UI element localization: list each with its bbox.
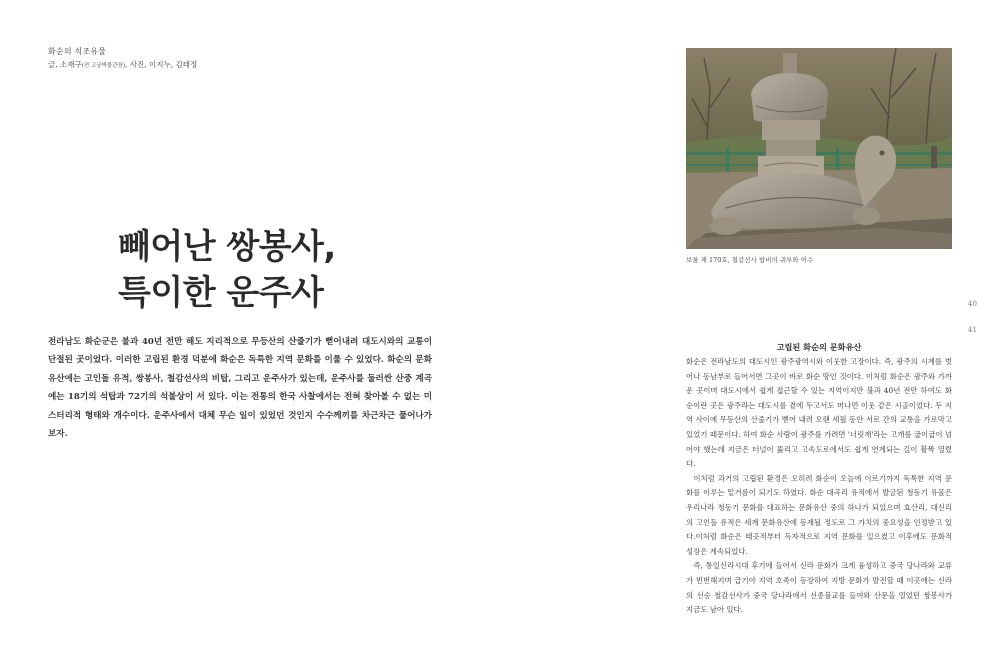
photo-caption: 보물 제 170호, 철감선사 탑비의 귀부와 이수	[686, 256, 814, 264]
byline-author: 글, 소재구	[48, 60, 82, 69]
page-number-left: 40	[968, 300, 977, 308]
body-paragraph: 즉, 통일신라시대 후기에 들어서 신라 문화가 크게 융성하고 중국 당나라와 교류가 빈번해지며 급기야 지역 호족이 등장하여 지방 문화가 발전할 때 이곳에는 신라의 선승 철감선사가 중국 당나라에서 선종불교를 들여와 산문을 열었던 쌍봉사가 지금도 남아 있다.	[686, 561, 952, 615]
title-line-1: 빼어난 쌍봉사,	[118, 227, 336, 267]
section-label: 화순의 석조유물	[48, 47, 107, 56]
byline	[48, 59, 197, 70]
body-paragraph: 이처럼 과거의 고립된 환경은 오히려 화순이 오늘에 이르기까지 독특한 지역 문화를 이루는 밑거름이 되기도 하였다. 화순 대곡리 유적에서 발굴된 청동기 유물은 우리나라 청동기 문화를 대표하는 문화유산 중의 하나가 되었으며 효산리, 대신리의 고인돌 유적은 세계 문화유산에 등재될 정도로 그 가치의 중요성을 인정받고 있다.이처럼 화순은 태곳적부터 독자적으로 지역 문화를 일으켰고 이후에도 문화적 성장은 계속되었다.	[686, 473, 952, 556]
section-heading: 고립된 화순의 문화유산	[776, 342, 862, 352]
byline-affiliation: (전 고궁박물관장)	[81, 63, 125, 69]
article-title	[118, 224, 418, 316]
body-text	[686, 355, 952, 618]
intro-paragraph: 전라남도 화순군은 불과 40년 전만 해도 지리적으로 무등산의 산줄기가 뻗어내려 대도시와의 교통이 단절된 곳이었다. 이러한 고립된 환경 덕분에 화순은 독특한 지역 문화를 이룰 수 있었다. 화순의 문화유산에는 고인돌 유적, 쌍봉사, 철감선사의 비탑, 그리고 운주사가 있는데, 운주사를 둘러싼 산중 계곡에는 18기의 석탑과 72기의 석불상이 서 있다. 이는 전통의 한국 사찰에서는 전혀 찾아볼 수 없는 미스터리적 형태와 개수이다. 운주사에서 대체 무슨 일이 있었던 것인지 수수께끼를 차근차근 풀어나가 보자.	[48, 337, 432, 440]
title-line-2: 특이한 운주사	[118, 273, 324, 313]
body-paragraph: 화순은 전라남도의 대도시인 광주광역시와 이웃한 고장이다. 즉, 광주의 시계를 벗어나 동남부로 들어서면 그곳이 바로 화순 땅인 것이다. 이처럼 화순은 광주와 가까운 곳이며 대도시에서 쉽게 접근할 수 있는 지역이지만 불과 40년 전만 하여도 화순이란 곳은 광주라는 대도시를 곁에 두고서도 머나먼 이웃 같은 시골이었다. 두 지역 사이에 무등산의 산줄기가 뻗어 내려 오랜 세월 동안 서로 간의 교통을 가로막고 있었기 때문이다. 하여 화순 사람이 광주를 가려면 '너릿재'라는 고개를 굽이굽이 넘어야 했는데 지금은 터널이 뚫리고 고속도로에서도 쉽게 연계되는 길이 활짝 열렸다.	[686, 357, 952, 469]
stone-turtle-photo	[686, 48, 952, 249]
page-number-right: 41	[968, 326, 977, 334]
byline-photographers: , 사진, 이지누, 김태정	[124, 60, 198, 69]
